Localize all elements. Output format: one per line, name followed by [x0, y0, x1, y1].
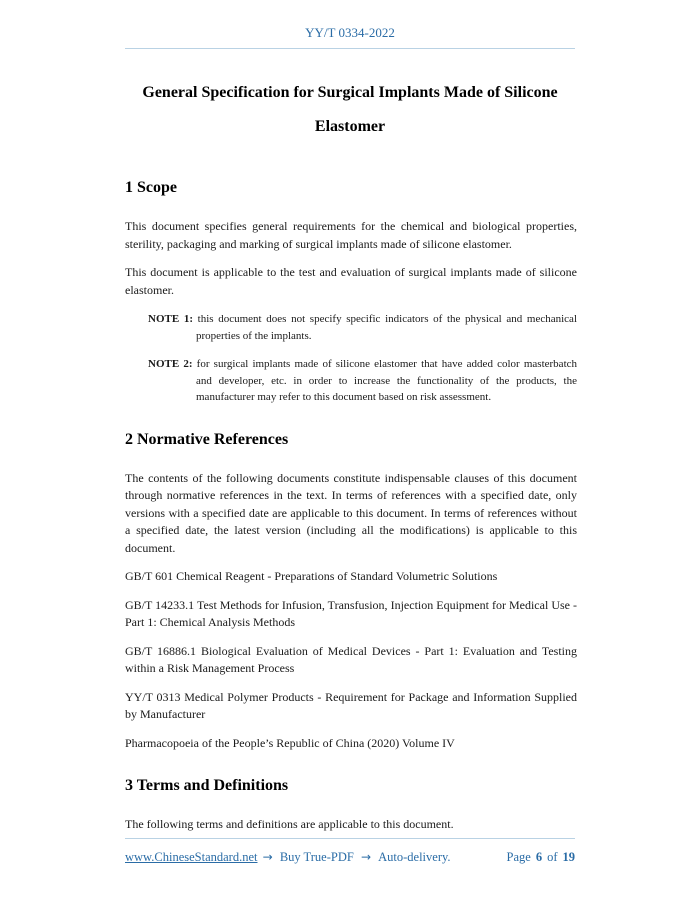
- paragraph: The contents of the following documents constitute indispensable clauses of this document through normative references in the text. In terms of references with a specified date, only versions with a specified date are applicable to this document. In terms of references without a specified date, the latest version (including all the modifications) is applicable to this document.: [125, 470, 577, 555]
- note-label: NOTE 2:: [148, 358, 197, 370]
- page-footer: [125, 838, 575, 865]
- paragraph: This document is applicable to the test and evaluation of surgical implants made of silicone elastomer.: [125, 265, 577, 297]
- note-label: NOTE 1:: [148, 313, 198, 325]
- paragraph: GB/T 601 Chemical Reagent - Preparations of Standard Volumetric Solutions: [125, 569, 498, 583]
- paragraph: This document specifies general requirements for the chemical and biological properties, sterility, packaging and marking of surgical implants made of silicone elastomer.: [125, 219, 577, 251]
- arrow-right-icon: →: [360, 850, 371, 864]
- footer-buy-text: Buy True-PDF: [279, 850, 354, 864]
- page-label: Page: [506, 850, 531, 864]
- paragraph: The following terms and definitions are applicable to this document.: [125, 817, 454, 831]
- document-title-line2: Elastomer: [314, 118, 386, 135]
- total-pages: 19: [562, 850, 575, 864]
- document-title-line1: General Specification for Surgical Implants Made of Silicone: [142, 84, 558, 101]
- website-link[interactable]: www.ChineseStandard.net: [125, 850, 258, 864]
- of-label: of: [547, 850, 558, 864]
- paragraph: Pharmacopoeia of the People’s Republic of China (2020) Volume IV: [125, 735, 455, 750]
- section-heading: 3 Terms and Definitions: [125, 777, 289, 794]
- page-indicator: [502, 849, 575, 865]
- note: NOTE 2: for surgical implants made of silicone elastomer that have added color masterbatch and developer, etc. in order to increase the functionality of the products, the manufacturer may refer to this document based on risk assessment.: [148, 358, 578, 403]
- paragraph: GB/T 16886.1 Biological Evaluation of Medical Devices - Part 1: Evaluation and Testing within a Risk Management Process: [125, 643, 577, 675]
- arrow-right-icon: →: [262, 850, 273, 864]
- doc-number: YY/T 0334-2022: [305, 25, 395, 40]
- footer-left: [125, 849, 453, 865]
- header-rule: [125, 48, 575, 49]
- section-heading: 1 Scope: [125, 179, 177, 196]
- document-title: [120, 76, 580, 144]
- page-header: [0, 0, 700, 41]
- paragraph: YY/T 0313 Medical Polymer Products - Requirement for Package and Information Supplied by Manufacturer: [125, 689, 577, 721]
- page-number: 6: [535, 850, 543, 864]
- sections: [125, 178, 577, 834]
- note: NOTE 1: this document does not specify specific indicators of the physical and mechanical properties of the implants.: [148, 313, 577, 342]
- section-heading: 2 Normative References: [125, 430, 289, 448]
- footer-delivery-text: Auto-delivery.: [378, 850, 451, 864]
- paragraph: GB/T 14233.1 Test Methods for Infusion, Transfusion, Injection Equipment for Medical Use - Part 1: Chemical Analysis Methods: [125, 597, 577, 629]
